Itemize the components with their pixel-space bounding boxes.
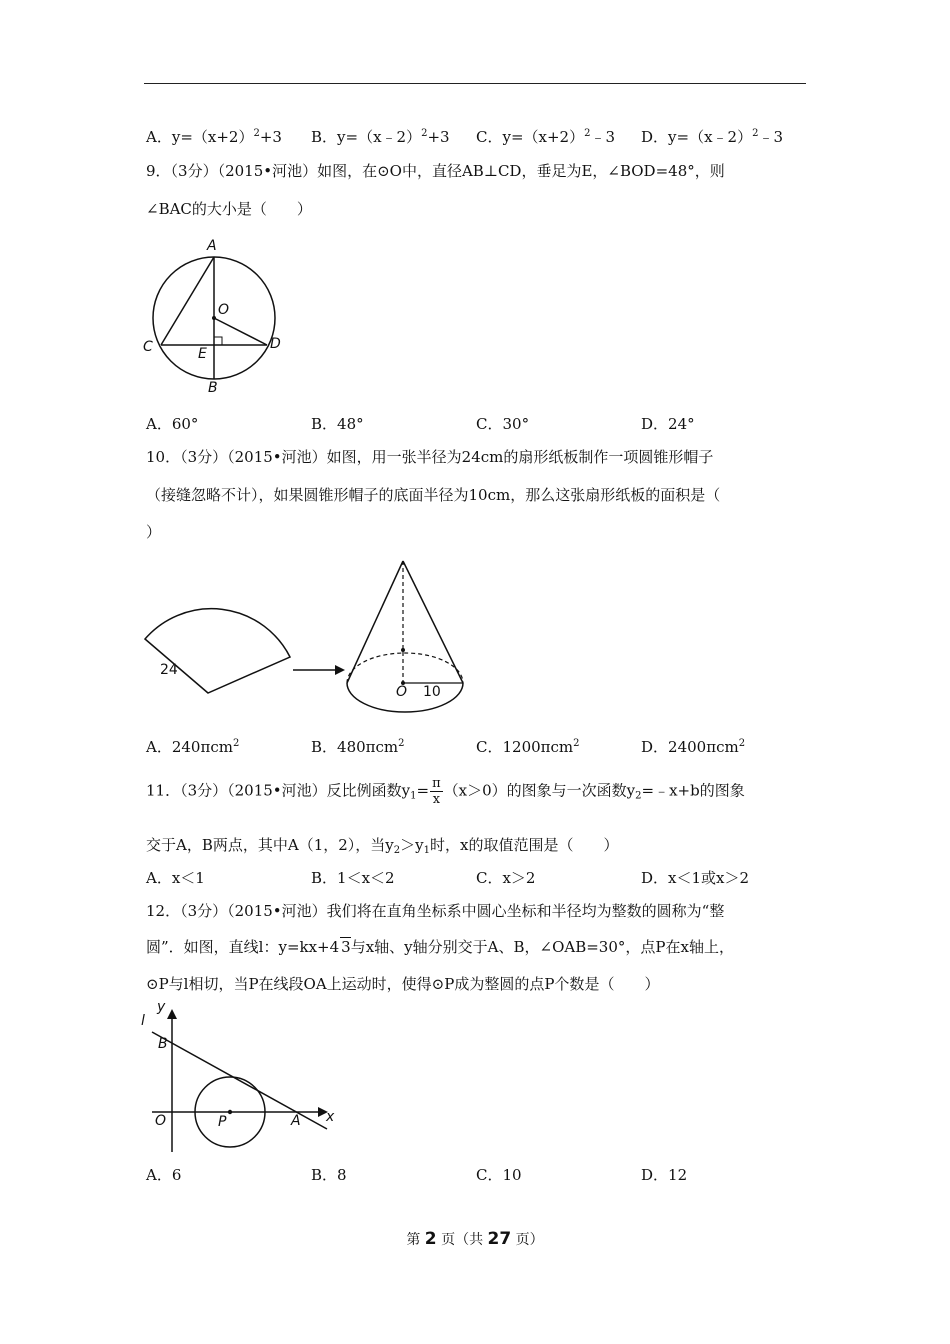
q9-text-line-2: ∠BAC的大小是（ ） (146, 200, 312, 218)
q10-label-radius: 24 (160, 662, 178, 678)
q11-option-b: B．1＜x＜2 (311, 869, 395, 887)
q8-option-c: C．$y=(x+2)^2﹣3$ (476, 128, 616, 146)
cone-left-side (347, 561, 403, 683)
q9-text-line-1: 9．（3分）（2015•河池）如图，在⊙O中，直径AB⊥CD，垂足为E，∠BOD=48°，则 (146, 162, 725, 180)
q12-option-a: A．6 (146, 1166, 182, 1184)
q12-option-d: D．12 (641, 1166, 688, 1184)
y-axis-arrow (167, 1009, 177, 1019)
q11-option-d: D．x＜1或x＞2 (641, 869, 750, 887)
q10-label-o: O (396, 684, 408, 700)
q12-label-a: A (291, 1113, 301, 1129)
q12-coordinate-figure (140, 1005, 350, 1160)
q11-text-line-1: 11．（3分）（2015•河池）反比例函数$y_1=$ $\frac{\pi}{x}$ （x＞0）的图象与一次函数$y_2=﹣x+b$的图象 (146, 776, 745, 807)
q8-option-d: D．y=（x﹣2）$^2$﹣3 (641, 128, 783, 146)
q12-option-c: C．10 (476, 1166, 522, 1184)
q10-label-r: 10 (423, 684, 441, 700)
q12-text-line-3: ⊙P与l相切，当P在线段OA上运动时，使得⊙P成为整圆的点P个数是（ ） (146, 975, 660, 993)
point-p-dot (228, 1110, 232, 1114)
sqrt-sign: 3 (341, 938, 351, 956)
q12-text-line-2: 圆”．如图，直线l：y=kx+4 3与x轴、y轴分别交于A、B，∠OAB=30°，点P在x轴上， (146, 938, 734, 956)
q11-fraction: $\frac{\pi}{x}$ (432, 776, 441, 807)
q10-text-line-2: （接缝忽略不计），如果圆锥形帽子的底面半径为10cm，那么这张扇形纸板的面积是（ (146, 486, 721, 504)
cone-right-side (403, 561, 463, 683)
cone-axis-dot (401, 648, 405, 652)
arrow-head (335, 665, 345, 675)
q9-label-a: A (207, 238, 217, 254)
q9-option-d: D．24° (641, 415, 695, 433)
q9-label-e: E (198, 346, 207, 362)
q12-option-b: B．8 (311, 1166, 347, 1184)
q12-label-p: P (218, 1114, 227, 1130)
q10-text-line-3: ） (146, 523, 162, 541)
q12-label-x: x (326, 1109, 335, 1125)
q9-option-a: A．60° (146, 415, 199, 433)
q8-option-a: A．$y=(x+2)^2+3$ (146, 128, 282, 146)
q10-option-b: B．480πcm$^2$ (311, 738, 405, 756)
q10-option-d: D．2400πcm$^2$ (641, 738, 746, 756)
q9-option-b: B．48° (311, 415, 364, 433)
q9-label-b: B (208, 380, 218, 396)
q11-option-a: A．x＜1 (146, 869, 205, 887)
q9-label-o: O (218, 302, 230, 318)
q12-label-o: O (155, 1113, 167, 1129)
header-rule (144, 83, 806, 84)
page-footer: 第 2 页（共 27 页） (406, 1229, 544, 1249)
q11-option-c: C．x＞2 (476, 869, 536, 887)
q12-label-l: l (141, 1013, 145, 1029)
sector-shape (145, 609, 290, 693)
q12-label-b: B (158, 1036, 168, 1052)
q10-option-c: C．1200πcm$^2$ (476, 738, 580, 756)
total-pages: 27 (487, 1229, 512, 1249)
q9-label-d: D (270, 336, 281, 352)
q11-text-line-2: 交于A，B两点，其中A（1，2），当$y_2>y_1$时，x的取值范围是（ ） (146, 836, 619, 856)
cone-base-back (347, 653, 463, 683)
q12-text-line-1: 12．（3分）（2015•河池）我们将在直角坐标系中圆心坐标和半径均为整数的圆称为“整 (146, 902, 725, 920)
q12-label-y: y (157, 999, 166, 1015)
center-dot (212, 316, 216, 320)
q8-option-b: B．y=（x﹣2）$^2$+3 (311, 128, 450, 146)
q10-option-a: A．240πcm$^2$ (146, 738, 240, 756)
q9-option-c: C．30° (476, 415, 530, 433)
segment-ac (161, 257, 214, 345)
right-angle-mark (214, 337, 222, 345)
q9-label-c: C (143, 339, 153, 355)
current-page-number: 2 (424, 1229, 437, 1249)
q10-text-line-1: 10．（3分）（2015•河池）如图，用一张半径为24cm的扇形纸板制作一项圆锥形帽子 (146, 448, 714, 466)
